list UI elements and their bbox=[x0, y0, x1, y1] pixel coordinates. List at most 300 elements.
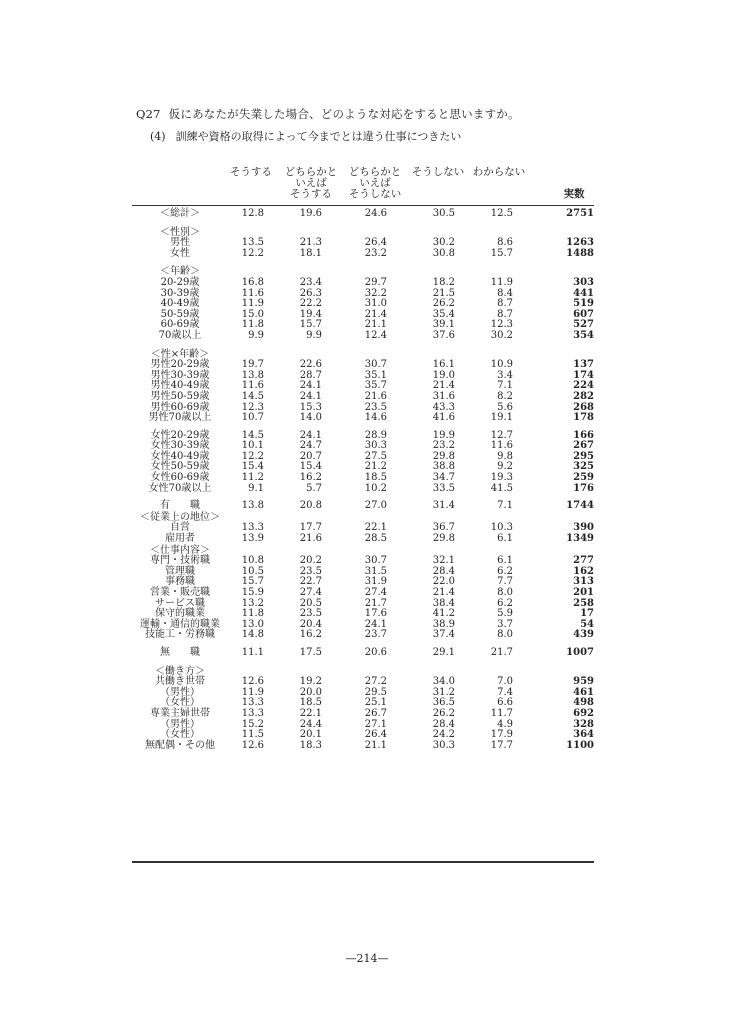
percent-cell: 36.5 bbox=[432, 697, 455, 709]
percent-cell: 26.2 bbox=[432, 298, 455, 310]
table-row bbox=[132, 688, 594, 699]
table-row bbox=[132, 501, 594, 512]
count-cell: 259 bbox=[573, 472, 594, 484]
percent-cell: 15.4 bbox=[299, 461, 322, 473]
percent-cell: 24.1 bbox=[364, 618, 387, 630]
percent-cell: 33.5 bbox=[432, 482, 455, 494]
spacer-row bbox=[132, 259, 594, 266]
percent-cell: 14.6 bbox=[364, 412, 387, 424]
table-bottom-rule bbox=[132, 861, 594, 863]
percent-cell: 10.8 bbox=[241, 555, 264, 567]
percent-cell: 30.3 bbox=[364, 440, 387, 452]
column-header-4 bbox=[410, 167, 466, 178]
percent-cell: 20.0 bbox=[299, 686, 322, 698]
percent-cell: 9.1 bbox=[248, 482, 264, 494]
percent-cell: 13.9 bbox=[241, 533, 264, 545]
count-cell: 519 bbox=[573, 298, 594, 310]
count-cell: 268 bbox=[573, 401, 594, 413]
percent-cell: 5.9 bbox=[497, 608, 513, 620]
count-cell: 354 bbox=[573, 329, 594, 341]
percent-cell: 35.4 bbox=[432, 308, 455, 320]
table-row bbox=[132, 238, 594, 249]
percent-cell: 17.5 bbox=[299, 646, 322, 658]
percent-cell: 18.5 bbox=[364, 472, 387, 484]
percent-cell: 18.1 bbox=[299, 247, 322, 259]
percent-cell: 23.2 bbox=[432, 440, 455, 452]
percent-cell: 29.8 bbox=[432, 450, 455, 462]
percent-cell: 15.0 bbox=[241, 308, 264, 320]
percent-cell: 23.5 bbox=[299, 608, 322, 620]
percent-cell: 24.1 bbox=[299, 429, 322, 441]
count-cell: 390 bbox=[573, 522, 594, 534]
percent-cell: 11.9 bbox=[490, 276, 513, 288]
count-cell: 224 bbox=[573, 380, 594, 392]
percent-cell: 26.2 bbox=[432, 707, 455, 719]
column-header-1 bbox=[224, 167, 278, 178]
percent-cell: 29.1 bbox=[432, 646, 455, 658]
count-cell: 607 bbox=[573, 308, 594, 320]
column-header-line: いえば bbox=[359, 177, 391, 189]
percent-cell: 17.6 bbox=[364, 608, 387, 620]
column-header-line: どちらかと bbox=[284, 166, 338, 178]
count-cell: 692 bbox=[573, 707, 594, 719]
percent-cell: 21.7 bbox=[364, 597, 387, 609]
percent-cell: 22.0 bbox=[432, 576, 455, 588]
row-label: 70歳以上 bbox=[158, 329, 202, 341]
percent-cell: 32.2 bbox=[364, 287, 387, 299]
count-cell: 174 bbox=[573, 369, 594, 381]
percent-cell: 21.6 bbox=[364, 390, 387, 402]
column-header-line: どちらかと bbox=[348, 166, 402, 178]
percent-cell: 19.6 bbox=[299, 208, 322, 219]
subquestion-text: 訓練や資格の取得によって今までとは違う仕事につきたい bbox=[175, 130, 462, 143]
count-cell: 176 bbox=[573, 482, 594, 494]
row-label: 無 職 bbox=[160, 646, 200, 658]
table-row bbox=[132, 567, 594, 578]
column-header-line: わからない bbox=[472, 166, 526, 178]
row-label: （男性） bbox=[160, 686, 200, 698]
row-label: 管理職 bbox=[165, 565, 195, 577]
count-cell: 137 bbox=[573, 359, 594, 371]
percent-cell: 15.7 bbox=[490, 247, 513, 259]
count-cell: 303 bbox=[573, 276, 594, 288]
percent-cell: 11.2 bbox=[241, 472, 264, 484]
question-id: Q27 bbox=[136, 107, 161, 121]
percent-cell: 18.3 bbox=[299, 739, 322, 751]
percent-cell: 38.4 bbox=[432, 597, 455, 609]
percent-cell: 14.5 bbox=[241, 429, 264, 441]
row-label: 女性20-29歳 bbox=[150, 429, 210, 441]
count-cell: 1488 bbox=[566, 247, 594, 259]
percent-cell: 12.2 bbox=[241, 450, 264, 462]
percent-cell: 30.2 bbox=[490, 329, 513, 341]
percent-cell: 23.2 bbox=[364, 247, 387, 259]
percent-cell: 21.5 bbox=[432, 287, 455, 299]
percent-cell: 21.2 bbox=[364, 461, 387, 473]
group-header-row bbox=[132, 227, 594, 239]
table-row bbox=[132, 588, 594, 599]
row-label: 男性40-49歳 bbox=[150, 380, 210, 392]
percent-cell: 24.4 bbox=[299, 718, 322, 730]
percent-cell: 29.5 bbox=[364, 686, 387, 698]
row-label: 専業主婦世帯 bbox=[150, 707, 210, 719]
percent-cell: 11.8 bbox=[241, 608, 264, 620]
percent-cell: 12.2 bbox=[241, 247, 264, 259]
percent-cell: 38.9 bbox=[432, 618, 455, 630]
percent-cell: 27.2 bbox=[364, 676, 387, 688]
percent-cell: 27.1 bbox=[364, 718, 387, 730]
row-label: ＜従業上の地位＞ bbox=[140, 511, 220, 523]
percent-cell: 21.1 bbox=[364, 739, 387, 751]
percent-cell: 13.8 bbox=[241, 369, 264, 381]
percent-cell: 24.2 bbox=[432, 729, 455, 741]
percent-cell: 11.6 bbox=[241, 287, 264, 299]
table-row bbox=[132, 331, 594, 342]
percent-cell: 11.5 bbox=[241, 729, 264, 741]
table-row bbox=[132, 249, 594, 260]
percent-cell: 5.6 bbox=[497, 401, 513, 413]
percent-cell: 35.7 bbox=[364, 380, 387, 392]
percent-cell: 14.0 bbox=[299, 412, 322, 424]
percent-cell: 7.1 bbox=[497, 380, 513, 392]
percent-cell: 5.7 bbox=[306, 482, 322, 494]
percent-cell: 19.7 bbox=[241, 359, 264, 371]
percent-cell: 37.6 bbox=[432, 329, 455, 341]
percent-cell: 30.7 bbox=[364, 555, 387, 567]
count-cell: 258 bbox=[573, 597, 594, 609]
percent-cell: 19.4 bbox=[299, 308, 322, 320]
count-cell: 162 bbox=[573, 565, 594, 577]
percent-cell: 13.3 bbox=[241, 522, 264, 534]
percent-cell: 15.4 bbox=[241, 461, 264, 473]
percent-cell: 43.3 bbox=[432, 401, 455, 413]
percent-cell: 39.1 bbox=[432, 319, 455, 331]
percent-cell: 27.4 bbox=[364, 587, 387, 598]
table-row bbox=[132, 484, 594, 495]
percent-cell: 23.7 bbox=[364, 629, 387, 641]
row-label: 保守的職業 bbox=[155, 608, 205, 620]
percent-cell: 9.9 bbox=[306, 329, 322, 341]
percent-cell: 8.0 bbox=[497, 587, 513, 598]
percent-cell: 8.4 bbox=[497, 287, 513, 299]
row-label: 自営 bbox=[170, 522, 190, 534]
row-label: （女性） bbox=[160, 729, 200, 741]
count-cell: 277 bbox=[573, 555, 594, 567]
percent-cell: 31.0 bbox=[364, 298, 387, 310]
percent-cell: 13.5 bbox=[241, 237, 264, 249]
percent-cell: 21.4 bbox=[432, 587, 455, 598]
table-row bbox=[132, 310, 594, 321]
percent-cell: 19.9 bbox=[432, 429, 455, 441]
percent-cell: 19.2 bbox=[299, 676, 322, 688]
percent-cell: 11.6 bbox=[241, 380, 264, 392]
row-label: ＜仕事内容＞ bbox=[150, 544, 210, 556]
table-row bbox=[132, 648, 594, 659]
count-cell: 2751 bbox=[566, 208, 594, 219]
count-cell: 439 bbox=[573, 629, 594, 641]
percent-cell: 8.2 bbox=[497, 390, 513, 402]
table-row bbox=[132, 630, 594, 641]
percent-cell: 7.1 bbox=[497, 500, 513, 512]
row-label: 50-59歳 bbox=[160, 308, 200, 320]
column-header-line: そうする bbox=[290, 188, 332, 200]
percent-cell: 23.4 bbox=[299, 276, 322, 288]
percent-cell: 38.8 bbox=[432, 461, 455, 473]
column-header-line: いえば bbox=[295, 177, 327, 189]
percent-cell: 17.7 bbox=[299, 522, 322, 534]
percent-cell: 41.2 bbox=[432, 608, 455, 620]
count-cell: 498 bbox=[573, 697, 594, 709]
percent-cell: 13.3 bbox=[241, 707, 264, 719]
row-label: 30-39歳 bbox=[160, 287, 200, 299]
count-cell: 1263 bbox=[566, 237, 594, 249]
count-cell: 959 bbox=[573, 676, 594, 688]
percent-cell: 6.1 bbox=[497, 555, 513, 567]
percent-cell: 10.3 bbox=[490, 522, 513, 534]
row-label: 男性20-29歳 bbox=[150, 359, 210, 371]
count-cell: 1007 bbox=[566, 646, 594, 658]
percent-cell: 28.9 bbox=[364, 429, 387, 441]
percent-cell: 32.1 bbox=[432, 555, 455, 567]
question-text: 仮にあなたが失業した場合、どのような対応をすると思いますか。 bbox=[168, 107, 520, 121]
percent-cell: 22.1 bbox=[299, 707, 322, 719]
percent-cell: 22.2 bbox=[299, 298, 322, 310]
percent-cell: 31.9 bbox=[364, 576, 387, 588]
percent-cell: 28.4 bbox=[432, 565, 455, 577]
percent-cell: 11.9 bbox=[241, 686, 264, 698]
percent-cell: 21.6 bbox=[299, 533, 322, 545]
percent-cell: 27.4 bbox=[299, 587, 322, 598]
percent-cell: 10.9 bbox=[490, 359, 513, 371]
column-header-line: そうしない bbox=[348, 188, 402, 200]
percent-cell: 18.5 bbox=[299, 697, 322, 709]
percent-cell: 27.0 bbox=[364, 500, 387, 512]
percent-cell: 10.7 bbox=[241, 412, 264, 424]
percent-cell: 35.1 bbox=[364, 369, 387, 381]
group-header-row bbox=[132, 512, 594, 524]
table-row bbox=[132, 709, 594, 720]
percent-cell: 3.4 bbox=[497, 369, 513, 381]
spacer-row bbox=[132, 342, 594, 349]
percent-cell: 24.1 bbox=[299, 380, 322, 392]
row-label: 女性50-59歳 bbox=[150, 461, 210, 473]
table-row bbox=[132, 720, 594, 731]
percent-cell: 6.1 bbox=[497, 533, 513, 545]
percent-cell: 12.3 bbox=[490, 319, 513, 331]
count-cell: 201 bbox=[573, 587, 594, 598]
percent-cell: 21.7 bbox=[490, 646, 513, 658]
percent-cell: 21.4 bbox=[432, 380, 455, 392]
row-label: 女性60-69歳 bbox=[150, 472, 210, 484]
percent-cell: 20.2 bbox=[299, 555, 322, 567]
percent-cell: 20.1 bbox=[299, 729, 322, 741]
percent-cell: 24.1 bbox=[299, 390, 322, 402]
percent-cell: 41.5 bbox=[490, 482, 513, 494]
percent-cell: 15.3 bbox=[299, 401, 322, 413]
percent-cell: 21.1 bbox=[364, 319, 387, 331]
subquestion-id: (4) bbox=[150, 130, 166, 143]
percent-cell: 31.4 bbox=[432, 500, 455, 512]
percent-cell: 26.3 bbox=[299, 287, 322, 299]
percent-cell: 16.8 bbox=[241, 276, 264, 288]
count-cell: 325 bbox=[573, 461, 594, 473]
row-label: 男性60-69歳 bbox=[150, 401, 210, 413]
percent-cell: 15.2 bbox=[241, 718, 264, 730]
percent-cell: 6.6 bbox=[497, 697, 513, 709]
row-label: 無配偶・その他 bbox=[145, 739, 215, 751]
spacer-row bbox=[132, 659, 594, 666]
row-label: 技能工・労務職 bbox=[145, 629, 215, 641]
percent-cell: 17.7 bbox=[490, 739, 513, 751]
column-header-line: そうしない bbox=[411, 166, 465, 178]
row-label: 女性30-39歳 bbox=[150, 440, 210, 452]
row-label: 雇用者 bbox=[165, 533, 195, 545]
column-header-5 bbox=[468, 167, 530, 178]
percent-cell: 22.7 bbox=[299, 576, 322, 588]
percent-cell: 20.7 bbox=[299, 450, 322, 462]
count-cell: 328 bbox=[573, 718, 594, 730]
percent-cell: 25.1 bbox=[364, 697, 387, 709]
table-row bbox=[132, 534, 594, 545]
percent-cell: 15.7 bbox=[241, 576, 264, 588]
percent-cell: 4.9 bbox=[497, 718, 513, 730]
percent-cell: 12.6 bbox=[241, 739, 264, 751]
table-row bbox=[132, 392, 594, 403]
percent-cell: 12.3 bbox=[241, 401, 264, 413]
row-label: 営業・販売職 bbox=[150, 587, 210, 598]
row-label: 女性70歳以上 bbox=[148, 482, 212, 494]
percent-cell: 6.2 bbox=[497, 597, 513, 609]
row-label: 運輸・通信的職業 bbox=[140, 618, 220, 630]
percent-cell: 10.5 bbox=[241, 565, 264, 577]
column-header-line: 実数 bbox=[563, 188, 585, 200]
percent-cell: 26.7 bbox=[364, 707, 387, 719]
table-row bbox=[132, 413, 594, 424]
row-label: サービス職 bbox=[155, 597, 205, 609]
table-row bbox=[132, 289, 594, 300]
row-label: 有 職 bbox=[160, 500, 200, 512]
percent-cell: 15.9 bbox=[241, 587, 264, 598]
percent-cell: 14.5 bbox=[241, 390, 264, 402]
count-cell: 527 bbox=[573, 319, 594, 331]
percent-cell: 16.1 bbox=[432, 359, 455, 371]
percent-cell: 27.5 bbox=[364, 450, 387, 462]
row-label: （女性） bbox=[160, 697, 200, 709]
row-label: 共働き世帯 bbox=[155, 676, 205, 688]
count-cell: 54 bbox=[580, 618, 594, 630]
percent-cell: 21.4 bbox=[364, 308, 387, 320]
percent-cell: 41.6 bbox=[432, 412, 455, 424]
spacer-row bbox=[132, 220, 594, 227]
row-label: ＜総計＞ bbox=[160, 208, 200, 219]
count-cell: 178 bbox=[573, 412, 594, 424]
percent-cell: 11.6 bbox=[490, 440, 513, 452]
percent-cell: 19.1 bbox=[490, 412, 513, 424]
percent-cell: 26.4 bbox=[364, 729, 387, 741]
percent-cell: 7.4 bbox=[497, 686, 513, 698]
count-cell: 313 bbox=[573, 576, 594, 588]
percent-cell: 13.3 bbox=[241, 697, 264, 709]
row-label: 女性 bbox=[170, 247, 190, 259]
count-cell: 1744 bbox=[566, 500, 594, 512]
percent-cell: 12.4 bbox=[364, 329, 387, 341]
percent-cell: 34.0 bbox=[432, 676, 455, 688]
percent-cell: 8.0 bbox=[497, 629, 513, 641]
percent-cell: 18.2 bbox=[432, 276, 455, 288]
count-cell: 166 bbox=[573, 429, 594, 441]
percent-cell: 31.6 bbox=[432, 390, 455, 402]
row-label: 専門・技術職 bbox=[150, 555, 210, 567]
percent-cell: 3.7 bbox=[497, 618, 513, 630]
percent-cell: 36.7 bbox=[432, 522, 455, 534]
table-row bbox=[132, 320, 594, 331]
row-label: 男性 bbox=[170, 237, 190, 249]
percent-cell: 14.8 bbox=[241, 629, 264, 641]
percent-cell: 22.1 bbox=[364, 522, 387, 534]
percent-cell: 13.0 bbox=[241, 618, 264, 630]
percent-cell: 17.9 bbox=[490, 729, 513, 741]
percent-cell: 7.0 bbox=[497, 676, 513, 688]
count-cell: 461 bbox=[573, 686, 594, 698]
column-header-3 bbox=[344, 167, 406, 200]
percent-cell: 12.8 bbox=[241, 208, 264, 219]
count-cell: 295 bbox=[573, 450, 594, 462]
percent-cell: 8.7 bbox=[497, 308, 513, 320]
percent-cell: 19.3 bbox=[490, 472, 513, 484]
percent-cell: 13.8 bbox=[241, 500, 264, 512]
spacer-row bbox=[132, 494, 594, 501]
table-row bbox=[132, 209, 594, 220]
percent-cell: 12.5 bbox=[490, 208, 513, 219]
table-top-rule bbox=[132, 205, 594, 206]
percent-cell: 37.4 bbox=[432, 629, 455, 641]
percent-cell: 31.5 bbox=[364, 565, 387, 577]
percent-cell: 9.8 bbox=[497, 450, 513, 462]
row-label: ＜年齢＞ bbox=[160, 266, 200, 278]
percent-cell: 10.1 bbox=[241, 440, 264, 452]
count-cell: 17 bbox=[580, 608, 594, 620]
percent-cell: 30.3 bbox=[432, 739, 455, 751]
row-label: 男性30-39歳 bbox=[150, 369, 210, 381]
count-cell: 441 bbox=[573, 287, 594, 299]
percent-cell: 28.5 bbox=[364, 533, 387, 545]
count-cell: 282 bbox=[573, 390, 594, 402]
row-label: （男性） bbox=[160, 718, 200, 730]
percent-cell: 30.5 bbox=[432, 208, 455, 219]
row-label: 事務職 bbox=[165, 576, 195, 588]
table-row bbox=[132, 741, 594, 752]
row-label: ＜働き方＞ bbox=[155, 665, 205, 677]
row-label: ＜性別＞ bbox=[160, 226, 200, 238]
table-row bbox=[132, 556, 594, 567]
percent-cell: 20.5 bbox=[299, 597, 322, 609]
table-row bbox=[132, 299, 594, 310]
percent-cell: 23.5 bbox=[299, 565, 322, 577]
percent-cell: 15.7 bbox=[299, 319, 322, 331]
percent-cell: 21.3 bbox=[299, 237, 322, 249]
question-title bbox=[136, 106, 520, 122]
column-header-line: そうする bbox=[230, 166, 272, 178]
percent-cell: 11.9 bbox=[241, 298, 264, 310]
percent-cell: 12.7 bbox=[490, 429, 513, 441]
row-label: 20-29歳 bbox=[160, 276, 200, 288]
row-label: 60-69歳 bbox=[160, 319, 200, 331]
count-cell: 1349 bbox=[566, 533, 594, 545]
percent-cell: 29.8 bbox=[432, 533, 455, 545]
percent-cell: 11.8 bbox=[241, 319, 264, 331]
percent-cell: 20.6 bbox=[364, 646, 387, 658]
table-row bbox=[132, 278, 594, 289]
